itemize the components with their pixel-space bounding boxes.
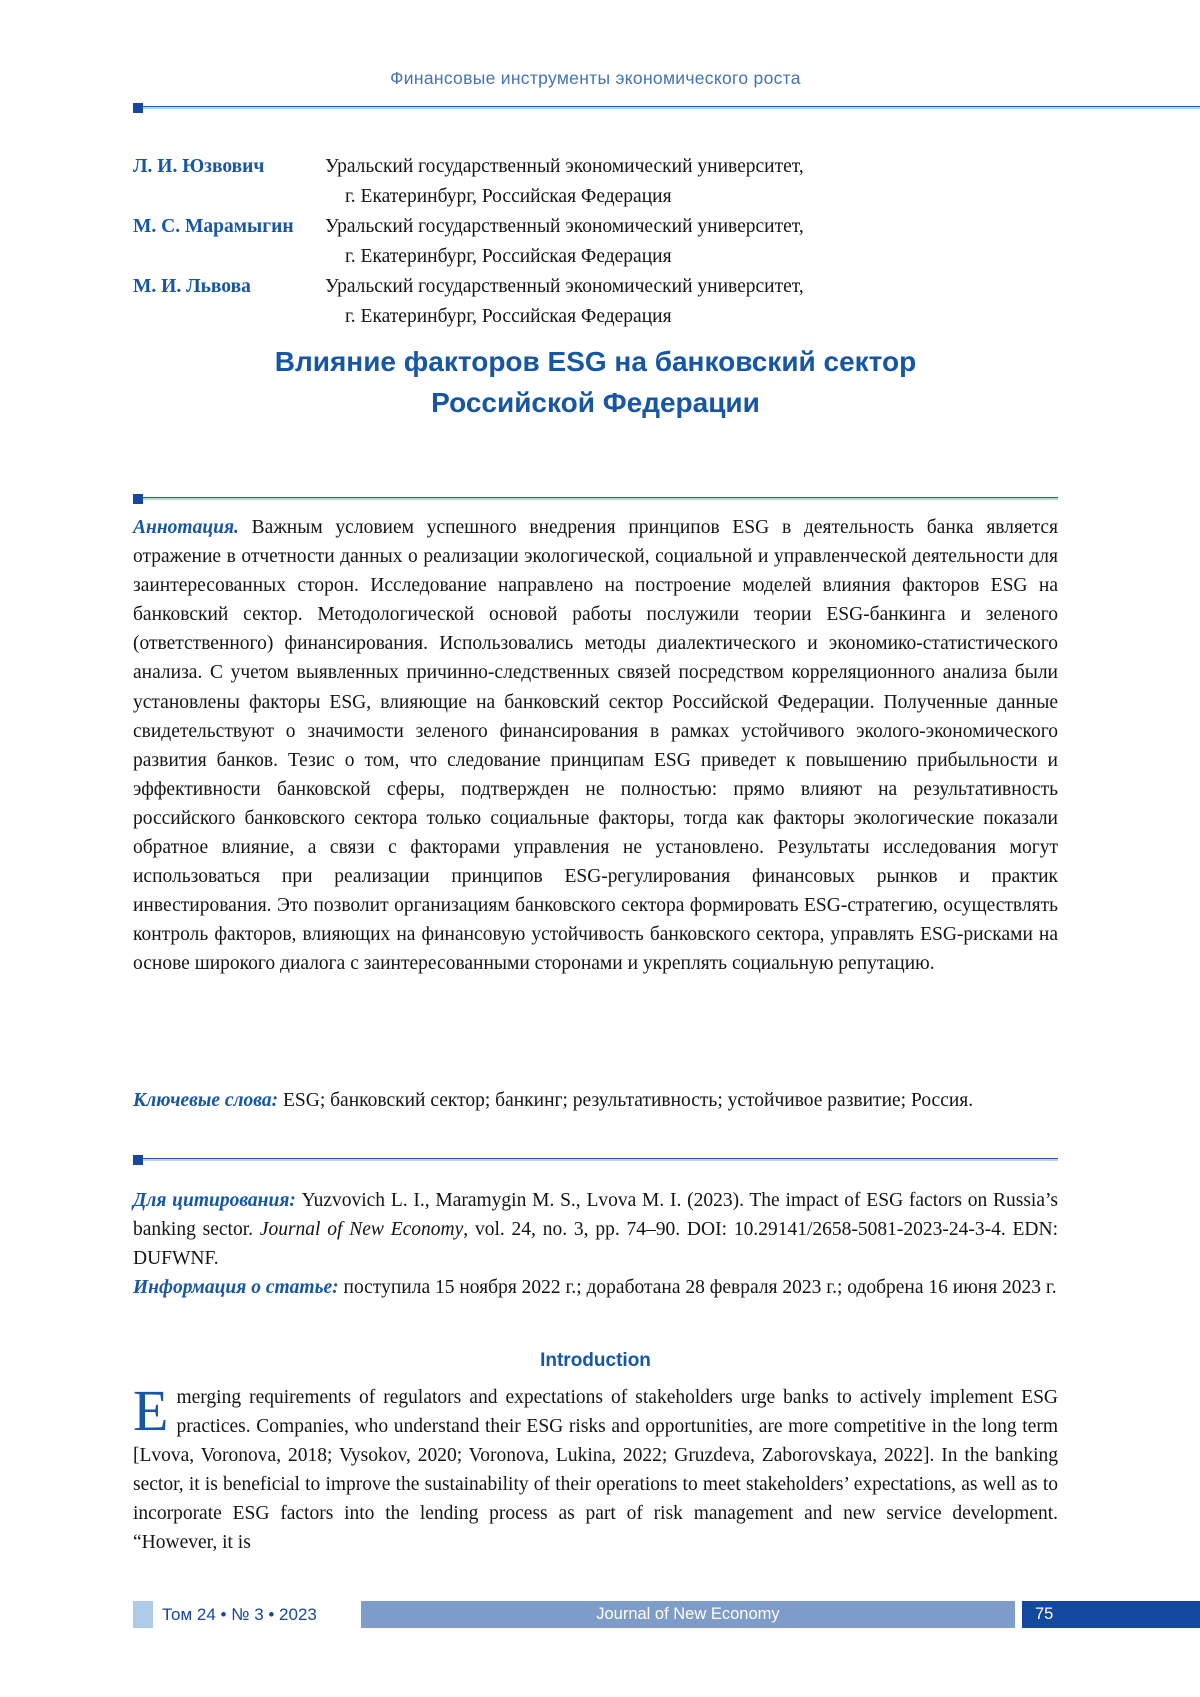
citation-rule (133, 1158, 1058, 1161)
header-rule (133, 106, 1200, 109)
rule-square-icon (133, 103, 143, 113)
abstract-paragraph (133, 513, 1058, 979)
citation-info-block (133, 1186, 1058, 1302)
footer-square-icon (133, 1601, 153, 1628)
page-footer (133, 1601, 1200, 1628)
author-affiliation (325, 272, 1058, 332)
citation-text-after: , vol. 24, no. 3, pp. 74–90. DOI: 10.29141/2658-5081-2023-24-3-4. EDN: DUFWNF. (133, 1219, 1058, 1270)
affiliation-line1: Уральский государственный экономический университет, (325, 216, 804, 237)
rule-square-icon (133, 1155, 143, 1165)
footer-volume-label: Том 24 • № 3 • 2023 (162, 1605, 317, 1624)
author-row (133, 212, 1058, 272)
author-row (133, 152, 1058, 212)
article-title-line2: Российской Федерации (431, 387, 760, 418)
author-list (133, 152, 1058, 332)
citation-journal-name: Journal of New Economy (259, 1219, 464, 1241)
author-name: М. И. Львова (133, 276, 251, 297)
citation-text-before: Yuzvovich L. I., Maramygin M. S., Lvova M. I. (2023). The impact of ESG factors on Russia’s banking sector. (133, 1190, 1058, 1241)
citation-paragraph (133, 1186, 1058, 1273)
running-head: Финансовые инструменты экономического роста (390, 68, 801, 88)
affiliation-line1: Уральский государственный экономический университет, (325, 276, 804, 297)
citation-label: Для цитирования: (133, 1190, 296, 1211)
dropcap-letter: E (133, 1378, 169, 1443)
article-info-paragraph (133, 1273, 1058, 1302)
affiliation-line2: г. Екатеринбург, Российская Федерация (345, 246, 672, 267)
keywords-label: Ключевые слова: (133, 1090, 279, 1111)
affiliation-line2: г. Екатеринбург, Российская Федерация (345, 186, 672, 207)
author-affiliation (325, 152, 1058, 212)
keywords-text: ESG; банковский сектор; банкинг; результативность; устойчивое развитие; Россия. (278, 1090, 974, 1111)
affiliation-line2: г. Екатеринбург, Российская Федерация (345, 306, 672, 327)
footer-page-number: 75 (1022, 1601, 1200, 1628)
article-info-label: Информация о статье: (133, 1277, 339, 1299)
rule-square-icon (133, 494, 143, 504)
author-row (133, 272, 1058, 332)
article-title-line1: Влияние факторов ESG на банковский сектор (274, 346, 917, 377)
keywords-paragraph (133, 1086, 1058, 1115)
article-title (133, 341, 1058, 423)
author-affiliation (325, 212, 1058, 272)
introduction-text: merging requirements of regulators and expectations of stakeholders urge banks to actively implement ESG practices. Companies, who understand their ESG risks and opportunities, are more competitive in the long term [Lvova, Voronova, 2018; Vysokov, 2020; Voronova, Lukina, 2022; Gruzdeva, Zaborovskaya, 2022]. In the banking sector, it is beneficial to improve the sustainability of their operations to meet stakeholders’ expectations, as well as to incorporate ESG factors into the lending process as part of risk management and new service development. “However, it is (133, 1387, 1058, 1554)
introduction-heading: Introduction (540, 1350, 651, 1371)
article-info-text: поступила 15 ноября 2022 г.; доработана 28 февраля 2023 г.; одобрена 16 июня 2023 г. (338, 1277, 1057, 1299)
abstract-rule (133, 497, 1058, 500)
footer-journal-name: Journal of New Economy (361, 1601, 1015, 1628)
abstract-text: Важным условием успешного внедрения принципов ESG в деятельность банка является отражение в отчетности данных о реализации экологической, социальной и управленческой деятельности для заинтересованных сторон. Исследование направлено на построение моделей влияния факторов ESG на банковский сектор. Методологической основой работы послужили теории ESG-банкинга и зеленого (ответственного) финансирования. Использовались методы диалектического и экономико-статистического анализа. С учетом выявленных причинно-следственных связей посредством корреляционного анализа были установлены факторы ESG, влияющие на банковский сектор Российской Федерации. Полученные данные свидетельствуют о значимости зеленого финансирования в рамках устойчивого эколого-экономического развития банков. Тезис о том, что следование принципам ESG приведет к повышению прибыльности и эффективности банковской сферы, подтвержден не полностью: прямо влияют на результативность российского банковского сектора только социальные факторы, тогда как факторы экологические показали обратное влияние, а связи с факторами управления не установлено. Результаты исследования могут использоваться при реализации принципов ESG-регулирования финансовых рынков и практик инвестирования. Это позволит организациям банковского сектора формировать ESG-стратегию, осуществлять контроль факторов, влияющих на финансовую устойчивость банковского сектора, управлять ESG-рисками на основе широкого диалога с заинтересованными сторонами и укреплять социальную репутацию. (133, 517, 1058, 975)
affiliation-line1: Уральский государственный экономический университет, (325, 156, 804, 177)
author-name: Л. И. Юзвович (133, 156, 265, 177)
abstract-label: Аннотация. (133, 517, 239, 538)
introduction-paragraph (133, 1378, 1058, 1558)
author-name: М. С. Марамыгин (133, 216, 294, 237)
